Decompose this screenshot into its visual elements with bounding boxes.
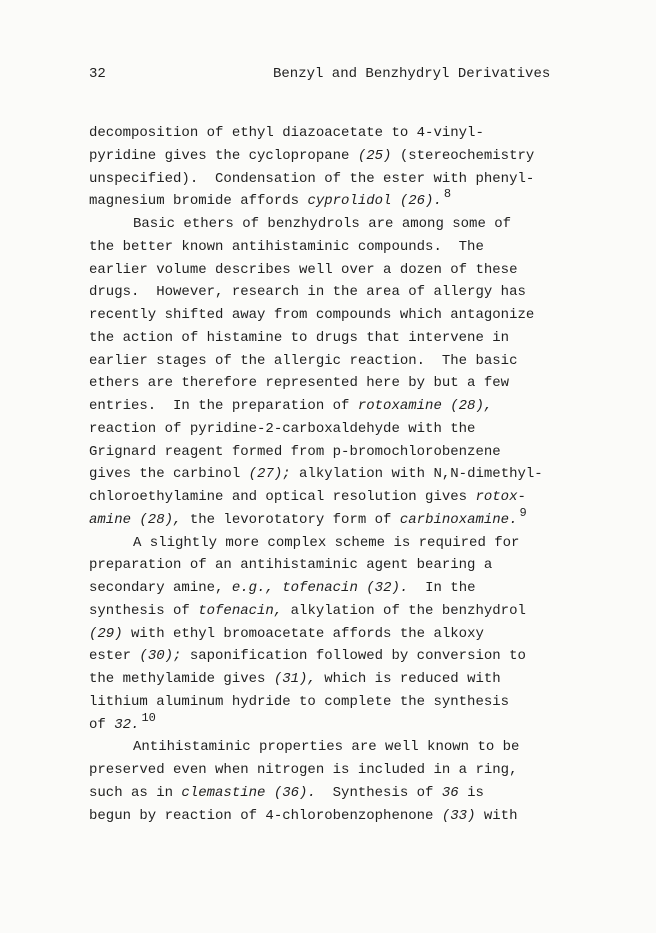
text-run: saponification followed by conversion to (181, 648, 526, 665)
text-run: magnesium bromide affords (89, 193, 308, 210)
text-line (89, 710, 589, 737)
italic-text: amine (28), (89, 511, 182, 528)
text-run: secondary amine, (89, 580, 232, 596)
text-run: unspecified). Condensation of the ester with phenyl- (89, 170, 535, 187)
italic-text: tofenacin (32). (282, 580, 409, 596)
text-run: Antihistaminic properties are well known to be (133, 739, 520, 756)
italic-text: e.g., (231, 580, 274, 596)
text-run: drugs. However, research in the area of allergy has (89, 284, 526, 301)
text-run: of (89, 716, 115, 733)
text-line (89, 372, 589, 395)
text-line (89, 168, 589, 191)
text-line (89, 350, 589, 373)
text-run: is (458, 784, 484, 801)
text-run: entries. In the preparation of (89, 398, 358, 414)
text-line (89, 213, 589, 236)
text-run: alkylation with N,N-dimethyl- (290, 466, 543, 483)
text-run: chloroethylamine and optical resolution gives (89, 489, 476, 505)
text-run: alkylation of the benzhydrol (282, 602, 526, 619)
italic-text: (29) (89, 625, 123, 642)
text-run: begun by reaction of 4-chlorobenzophenone (89, 807, 442, 824)
page-header (89, 66, 579, 86)
text-line (89, 122, 589, 145)
text-run: decomposition of ethyl diazoacetate to 4-vinyl- (89, 125, 484, 141)
italic-text: cyprolidol (26). (307, 193, 442, 210)
text-run: pyridine gives the cyclopropane (89, 147, 358, 164)
text-run: Grignard reagent formed from p-bromochlorobenzene (89, 443, 501, 460)
text-run: the levorotatory form of (181, 511, 400, 528)
text-run: with ethyl bromoacetate affords the alkoxy (122, 625, 484, 642)
italic-text: (27); (248, 466, 291, 483)
text-line (89, 668, 589, 691)
text-run: with (475, 807, 518, 824)
footnote-ref: 8 (443, 187, 452, 202)
italic-text: (31), (273, 671, 316, 687)
text-run (274, 580, 282, 596)
text-line (89, 441, 589, 464)
text-run: Basic ethers of benzhydrols are among some of (133, 216, 512, 232)
text-line (89, 805, 589, 828)
italic-text: 36 (441, 784, 459, 801)
text-line (89, 187, 589, 213)
text-line (89, 486, 589, 509)
text-line (89, 736, 589, 759)
text-line (89, 236, 589, 259)
footnote-ref: 10 (141, 710, 156, 725)
text-line (89, 554, 589, 577)
text-run: which is reduced with (315, 671, 501, 687)
text-line (89, 577, 589, 600)
text-run: earlier volume describes well over a dozen of these (89, 261, 518, 278)
text-line (89, 418, 589, 441)
text-line (89, 532, 589, 555)
text-run: the better known antihistaminic compounds. The (89, 238, 484, 255)
text-line (89, 304, 589, 327)
text-run: In the (408, 580, 476, 596)
text-run: A slightly more complex scheme is required for (133, 534, 520, 551)
text-run: the action of histamine to drugs that intervene in (89, 329, 510, 346)
text-line (89, 759, 589, 782)
text-run: ester (89, 648, 140, 665)
text-run: preparation of an antihistaminic agent bearing a (89, 557, 493, 574)
text-line (89, 645, 589, 668)
italic-text: (30); (139, 648, 182, 665)
text-line (89, 782, 589, 805)
text-run: synthesis of (89, 602, 199, 619)
text-line (89, 259, 589, 282)
body-text (89, 122, 589, 827)
text-run: the methylamide gives (89, 671, 274, 687)
text-line (89, 600, 589, 623)
footnote-ref: 9 (519, 505, 527, 520)
text-run: reaction of pyridine-2-carboxaldehyde with the (89, 420, 476, 437)
text-run: lithium aluminum hydride to complete the synthesis (89, 693, 510, 710)
text-line (89, 281, 589, 304)
text-line (89, 505, 589, 532)
italic-text: (33) (441, 807, 476, 824)
italic-text: clemastine (36). (181, 784, 316, 801)
text-run: Synthesis of (315, 784, 442, 801)
page-number: 32 (89, 66, 106, 82)
text-run: ethers are therefore represented here by but a few (89, 375, 510, 392)
italic-text: (25) (357, 147, 392, 164)
text-line (89, 145, 589, 168)
text-run: preserved even when nitrogen is included in a ring, (89, 762, 518, 778)
italic-text: carbinoxamine. (399, 511, 518, 528)
text-run: (stereochemistry (391, 147, 535, 164)
italic-text: rotox- (475, 489, 526, 505)
text-run: earlier stages of the allergic reaction. The basic (89, 352, 518, 369)
italic-text: tofenacin, (198, 602, 283, 619)
text-line (89, 691, 589, 714)
italic-text: rotoxamine (28), (357, 398, 493, 414)
text-line (89, 623, 589, 646)
text-run: recently shifted away from compounds which antagonize (89, 307, 535, 323)
italic-text: 32. (114, 716, 140, 733)
text-line (89, 463, 589, 486)
text-run: such as in (89, 784, 182, 801)
text-line (89, 327, 589, 350)
text-run: gives the carbinol (89, 466, 249, 483)
running-title: Benzyl and Benzhydryl Derivatives (273, 66, 551, 82)
text-line (89, 395, 589, 418)
